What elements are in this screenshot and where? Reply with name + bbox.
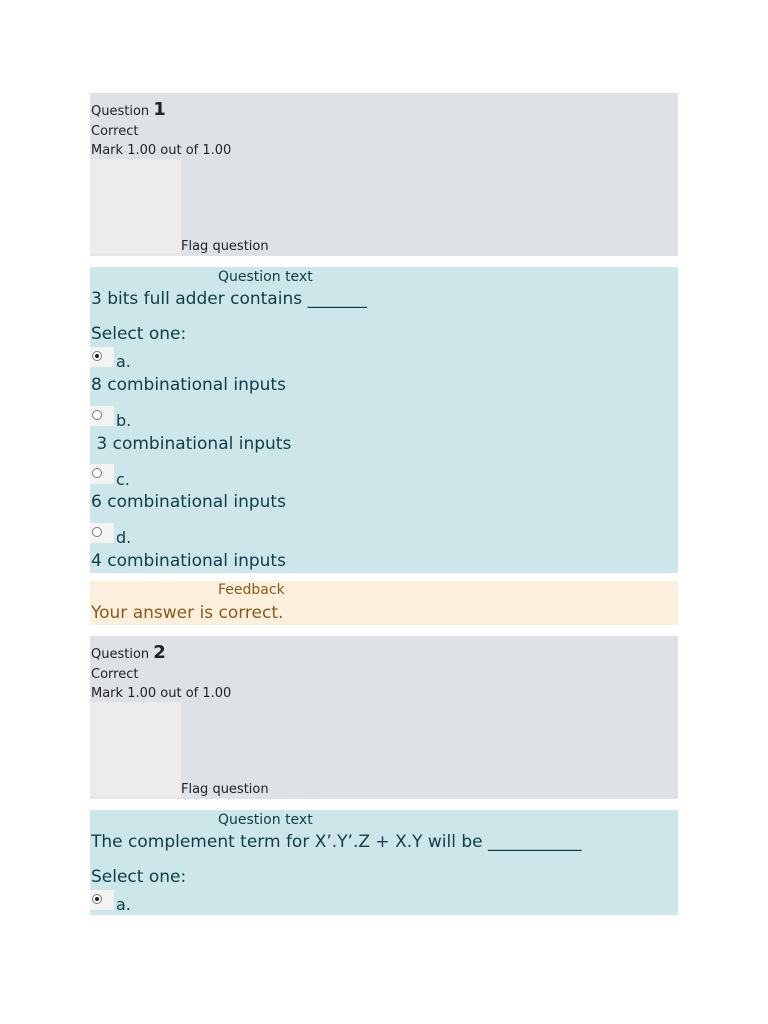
question-number: 1 <box>153 99 166 120</box>
question-2-content <box>90 810 678 915</box>
question-text-label: Question text <box>218 269 313 285</box>
question-2-label <box>91 642 166 663</box>
option-a-radio-wrap[interactable] <box>90 347 114 367</box>
question-1-state: Correct <box>91 124 139 139</box>
select-one-label: Select one: <box>91 324 187 344</box>
select-one-label: Select one: <box>91 867 187 887</box>
option-b-letter: b. <box>116 411 132 430</box>
option-b-radio-wrap[interactable] <box>90 406 114 426</box>
option-a-letter: a. <box>116 895 131 914</box>
option-a-radio[interactable] <box>92 351 102 361</box>
question-1-content <box>90 267 678 573</box>
question-1-feedback <box>90 581 678 625</box>
question-2-state: Correct <box>91 667 139 682</box>
option-c-radio-wrap[interactable] <box>90 464 114 484</box>
option-c-text[interactable]: 6 combinational inputs <box>91 492 286 512</box>
question-label-text: Question <box>91 104 150 119</box>
option-d-text[interactable]: 4 combinational inputs <box>91 551 286 571</box>
flag-icon[interactable] <box>90 159 181 256</box>
option-c-letter: c. <box>116 470 130 489</box>
option-a-letter: a. <box>116 352 131 371</box>
option-d-letter: d. <box>116 528 132 547</box>
question-1-info <box>90 93 678 256</box>
option-d-radio[interactable] <box>92 527 102 537</box>
question-text-label: Question text <box>218 812 313 828</box>
option-d-radio-wrap[interactable] <box>90 523 114 543</box>
question-2-mark: Mark 1.00 out of 1.00 <box>91 686 232 701</box>
option-a-radio-wrap[interactable] <box>90 890 114 910</box>
option-a-text[interactable]: 8 combinational inputs <box>91 375 286 395</box>
feedback-text: Your answer is correct. <box>91 603 284 623</box>
option-b-text[interactable]: 3 combinational inputs <box>91 434 292 454</box>
question-label-text: Question <box>91 647 150 662</box>
option-a-radio[interactable] <box>92 894 102 904</box>
option-c-radio[interactable] <box>92 468 102 478</box>
option-b-radio[interactable] <box>92 410 102 420</box>
question-1-mark: Mark 1.00 out of 1.00 <box>91 143 232 158</box>
flag-question-link[interactable]: Flag question <box>181 239 269 254</box>
question-1-label <box>91 99 166 120</box>
question-number: 2 <box>153 642 166 663</box>
question-2-info <box>90 636 678 799</box>
question-1-text: 3 bits full adder contains _______ <box>91 289 367 309</box>
flag-icon[interactable] <box>90 702 181 799</box>
question-2-text: The complement term for X’.Y’.Z + X.Y will be ___________ <box>91 832 582 852</box>
feedback-label: Feedback <box>218 582 285 598</box>
flag-question-link[interactable]: Flag question <box>181 782 269 797</box>
